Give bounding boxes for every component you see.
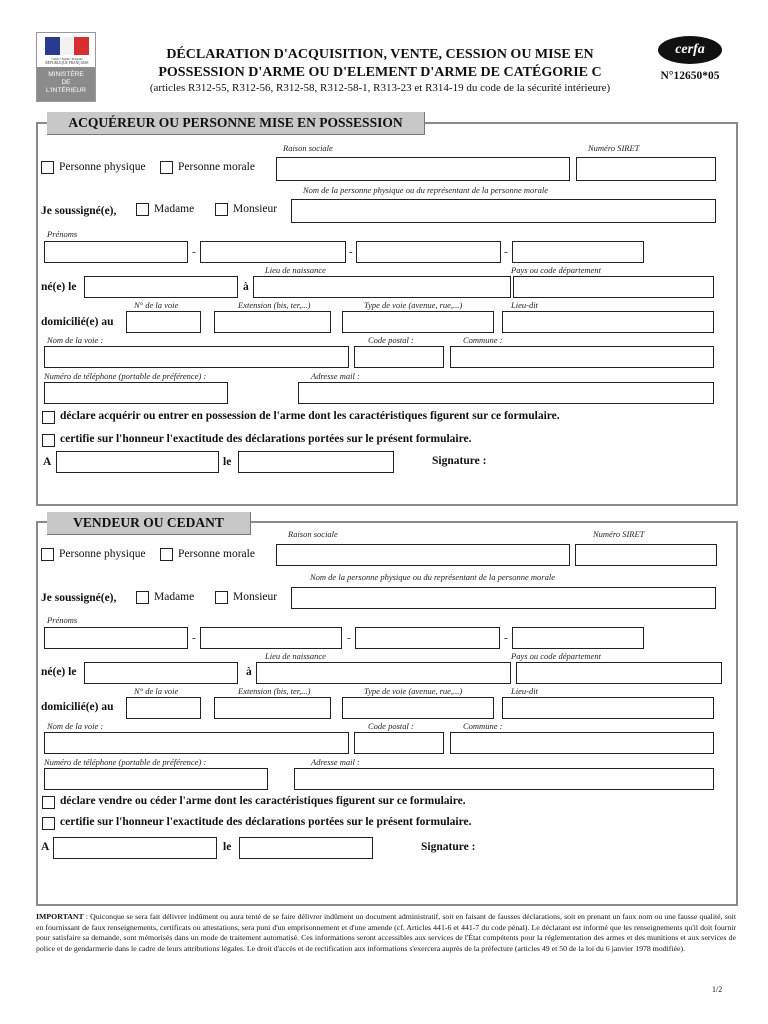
type-voie-label: Type de voie (avenue, rue,...) xyxy=(364,300,463,310)
v-siret-label: Numéro SIRET xyxy=(593,529,645,539)
code-postal-label: Code postal : xyxy=(368,335,414,345)
v-adresse-mail-label: Adresse mail : xyxy=(311,757,360,767)
v-nom-input[interactable] xyxy=(291,587,716,609)
num-voie-label: N° de la voie xyxy=(134,300,179,310)
commune-input[interactable] xyxy=(450,346,714,368)
important-notice xyxy=(36,912,736,954)
telephone-label: Numéro de téléphone (portable de préférence) : xyxy=(44,371,207,381)
prenom-2-input[interactable] xyxy=(200,241,346,263)
v-certifie-text: certifie sur l'honneur l'exactitude des déclarations portées sur le présent formulaire. xyxy=(60,816,472,828)
v-num-voie-label: N° de la voie xyxy=(134,686,179,696)
certifie-text: certifie sur l'honneur l'exactitude des déclarations portées sur le présent formulaire. xyxy=(60,433,472,445)
v-prenom-2-input[interactable] xyxy=(200,627,342,649)
a-lieu-label: à xyxy=(243,281,249,293)
v-personne-morale-checkbox[interactable] xyxy=(160,548,173,561)
signature-label: Signature : xyxy=(432,455,487,467)
v-date-input[interactable] xyxy=(239,837,373,859)
v-prenom-separator-3: - xyxy=(504,632,508,644)
prenom-3-input[interactable] xyxy=(356,241,501,263)
commune-label: Commune : xyxy=(463,335,503,345)
pays-code-label: Pays ou code département xyxy=(511,265,601,275)
v-madame-checkbox[interactable] xyxy=(136,591,149,604)
v-prenom-separator-1: - xyxy=(192,632,196,644)
form-title-line-2: POSSESSION D'ARME OU D'ELEMENT D'ARME DE CATÉGORIE C xyxy=(158,65,602,80)
le-date-label: le xyxy=(223,456,232,468)
v-date-naissance-input[interactable] xyxy=(84,662,238,684)
logo-republic: RÉPUBLIQUE FRANÇAISE xyxy=(45,61,89,65)
v-raison-sociale-label: Raison sociale xyxy=(288,529,338,539)
ministry-logo xyxy=(36,32,96,102)
ministry-line-2: DE xyxy=(61,79,71,86)
v-a-ville-label: A xyxy=(41,841,50,853)
raison-sociale-label: Raison sociale xyxy=(283,143,333,153)
madame-label: Madame xyxy=(154,203,195,215)
marianne-flag-icon xyxy=(45,37,89,55)
domicilie-label: domicilié(e) au xyxy=(41,316,114,328)
v-telephone-label: Numéro de téléphone (portable de préférence) : xyxy=(44,757,207,767)
personne-morale-label: Personne morale xyxy=(178,161,255,173)
personne-morale-checkbox[interactable] xyxy=(160,161,173,174)
v-je-soussigne-label: Je soussigné(e), xyxy=(41,592,117,604)
personne-physique-label: Personne physique xyxy=(59,161,146,173)
siret-label: Numéro SIRET xyxy=(588,143,640,153)
v-telephone-input[interactable] xyxy=(44,768,268,790)
je-soussigne-label: Je soussigné(e), xyxy=(41,205,117,217)
v-monsieur-label: Monsieur xyxy=(233,591,278,603)
monsieur-checkbox[interactable] xyxy=(215,203,228,216)
v-nom-voie-label: Nom de la voie : xyxy=(47,721,104,731)
v-extension-label: Extension (bis, ter,...) xyxy=(238,686,311,696)
important-label: IMPORTANT xyxy=(36,912,84,921)
cerfa-logo: cerfa xyxy=(658,36,722,64)
v-prenoms-label: Prénoms xyxy=(47,615,78,625)
v-code-postal-input[interactable] xyxy=(354,732,444,754)
madame-checkbox[interactable] xyxy=(136,203,149,216)
v-a-lieu-label: à xyxy=(246,666,252,678)
v-prenom-4-input[interactable] xyxy=(512,627,644,649)
v-signature-label: Signature : xyxy=(421,841,476,853)
v-num-voie-input[interactable] xyxy=(126,697,201,719)
date-input[interactable] xyxy=(238,451,394,473)
adresse-mail-input[interactable] xyxy=(298,382,714,404)
v-domicilie-label: domicilié(e) au xyxy=(41,701,114,713)
v-pays-code-label: Pays ou code département xyxy=(511,651,601,661)
v-extension-input[interactable] xyxy=(214,697,331,719)
important-text: : Quiconque se sera fait délivrer indûment ou aura tenté de se faire délivrer indûment un document administratif, soit en faisant de fausses déclarations, soit en prenant un faux nom ou une fausse qualité, soit en fournissant de faux renseignements, certificats ou attestations, sera puni d'un emprisonnement et d'une amende (cf. Articles 441-6 et 441-7 du code pénal). Le déclarant est informé que les renseignements qu'il doit fournir pour satisfaire sa demande, sont mémorisés dans un mode de traitement automatisé. Ces informations seront accessibles aux services de l'État compétents pour la réglementation des armes et des munitions et aux services de police et de gendarmerie dans le cadre de leurs attributions légales. Le droit d'accès et de rectification aux informations s'exercera auprès de la préfecture (articles 49 et 50 de la loi du 6 janvier 1978 modifiée). xyxy=(36,912,736,953)
v-siret-input[interactable] xyxy=(575,544,717,566)
lieu-dit-label: Lieu-dit xyxy=(511,300,538,310)
prenom-separator-1: - xyxy=(192,246,196,258)
pays-code-input[interactable] xyxy=(513,276,714,298)
lieu-naissance-label: Lieu de naissance xyxy=(265,265,326,275)
v-raison-sociale-input[interactable] xyxy=(276,544,570,566)
vendeur-section-title: VENDEUR OU CEDANT xyxy=(47,512,251,535)
extension-input[interactable] xyxy=(214,311,331,333)
prenom-4-input[interactable] xyxy=(512,241,644,263)
v-declare-checkbox[interactable] xyxy=(42,796,55,809)
ministry-line-1: MINISTÈRE xyxy=(48,71,84,78)
form-number: N°12650*05 xyxy=(660,70,720,82)
extension-label: Extension (bis, ter,...) xyxy=(238,300,311,310)
v-pays-code-input[interactable] xyxy=(516,662,722,684)
form-title-line-1: DÉCLARATION D'ACQUISITION, VENTE, CESSION OU MISE EN xyxy=(166,47,594,62)
lieu-dit-input[interactable] xyxy=(502,311,714,333)
prenom-separator-2: - xyxy=(349,246,353,258)
telephone-input[interactable] xyxy=(44,382,228,404)
logo-motto: Liberté • Égalité • Fraternité xyxy=(51,57,83,61)
nom-voie-input[interactable] xyxy=(44,346,349,368)
v-lieu-naissance-input[interactable] xyxy=(256,662,511,684)
v-monsieur-checkbox[interactable] xyxy=(215,591,228,604)
v-declare-text: déclare vendre ou céder l'arme dont les caractéristiques figurent sur ce formulaire. xyxy=(60,795,466,807)
num-voie-input[interactable] xyxy=(126,311,201,333)
personne-physique-checkbox[interactable] xyxy=(41,161,54,174)
lieu-naissance-input[interactable] xyxy=(253,276,511,298)
form-title-articles: (articles R312-55, R312-56, R312-58, R312-58-1, R313-23 et R314-19 du code de la sécurité intérieure) xyxy=(149,82,611,94)
v-commune-input[interactable] xyxy=(450,732,714,754)
v-prenom-3-input[interactable] xyxy=(355,627,500,649)
v-certifie-checkbox[interactable] xyxy=(42,817,55,830)
v-prenom-separator-2: - xyxy=(347,632,351,644)
nom-voie-label: Nom de la voie : xyxy=(47,335,104,345)
ministry-band xyxy=(37,67,95,101)
v-lieu-naissance-label: Lieu de naissance xyxy=(265,651,326,661)
v-a-ville-input[interactable] xyxy=(53,837,217,859)
v-lieu-dit-label: Lieu-dit xyxy=(511,686,538,696)
ministry-line-3: L'INTÉRIEUR xyxy=(46,87,86,94)
code-postal-input[interactable] xyxy=(354,346,444,368)
v-type-voie-label: Type de voie (avenue, rue,...) xyxy=(364,686,463,696)
v-le-date-label: le xyxy=(223,841,232,853)
v-personne-morale-label: Personne morale xyxy=(178,548,255,560)
ne-le-label: né(e) le xyxy=(41,281,77,293)
monsieur-label: Monsieur xyxy=(233,203,278,215)
v-code-postal-label: Code postal : xyxy=(368,721,414,731)
v-type-voie-input[interactable] xyxy=(342,697,494,719)
v-madame-label: Madame xyxy=(154,591,195,603)
v-adresse-mail-input[interactable] xyxy=(294,768,714,790)
v-personne-physique-label: Personne physique xyxy=(59,548,146,560)
type-voie-input[interactable] xyxy=(342,311,494,333)
date-naissance-input[interactable] xyxy=(84,276,238,298)
v-prenom-1-input[interactable] xyxy=(44,627,188,649)
v-ne-le-label: né(e) le xyxy=(41,666,77,678)
v-nom-voie-input[interactable] xyxy=(44,732,349,754)
prenom-1-input[interactable] xyxy=(44,241,188,263)
v-lieu-dit-input[interactable] xyxy=(502,697,714,719)
nom-hint: Nom de la personne physique ou du représentant de la personne morale xyxy=(303,185,548,195)
a-ville-label: A xyxy=(43,456,52,468)
nom-input[interactable] xyxy=(291,199,716,223)
declare-checkbox[interactable] xyxy=(42,411,55,424)
siret-input[interactable] xyxy=(576,157,716,181)
v-nom-hint: Nom de la personne physique ou du représentant de la personne morale xyxy=(310,572,555,582)
certifie-checkbox[interactable] xyxy=(42,434,55,447)
raison-sociale-input[interactable] xyxy=(276,157,570,181)
declare-text: déclare acquérir ou entrer en possession de l'arme dont les caractéristiques figurent sur ce formulaire. xyxy=(60,410,560,422)
v-personne-physique-checkbox[interactable] xyxy=(41,548,54,561)
page-number: 1/2 xyxy=(712,985,723,994)
adresse-mail-label: Adresse mail : xyxy=(311,371,360,381)
a-ville-input[interactable] xyxy=(56,451,219,473)
prenoms-label: Prénoms xyxy=(47,229,78,239)
acquereur-section-title: ACQUÉREUR OU PERSONNE MISE EN POSSESSION xyxy=(47,112,425,135)
v-commune-label: Commune : xyxy=(463,721,503,731)
prenom-separator-3: - xyxy=(504,246,508,258)
